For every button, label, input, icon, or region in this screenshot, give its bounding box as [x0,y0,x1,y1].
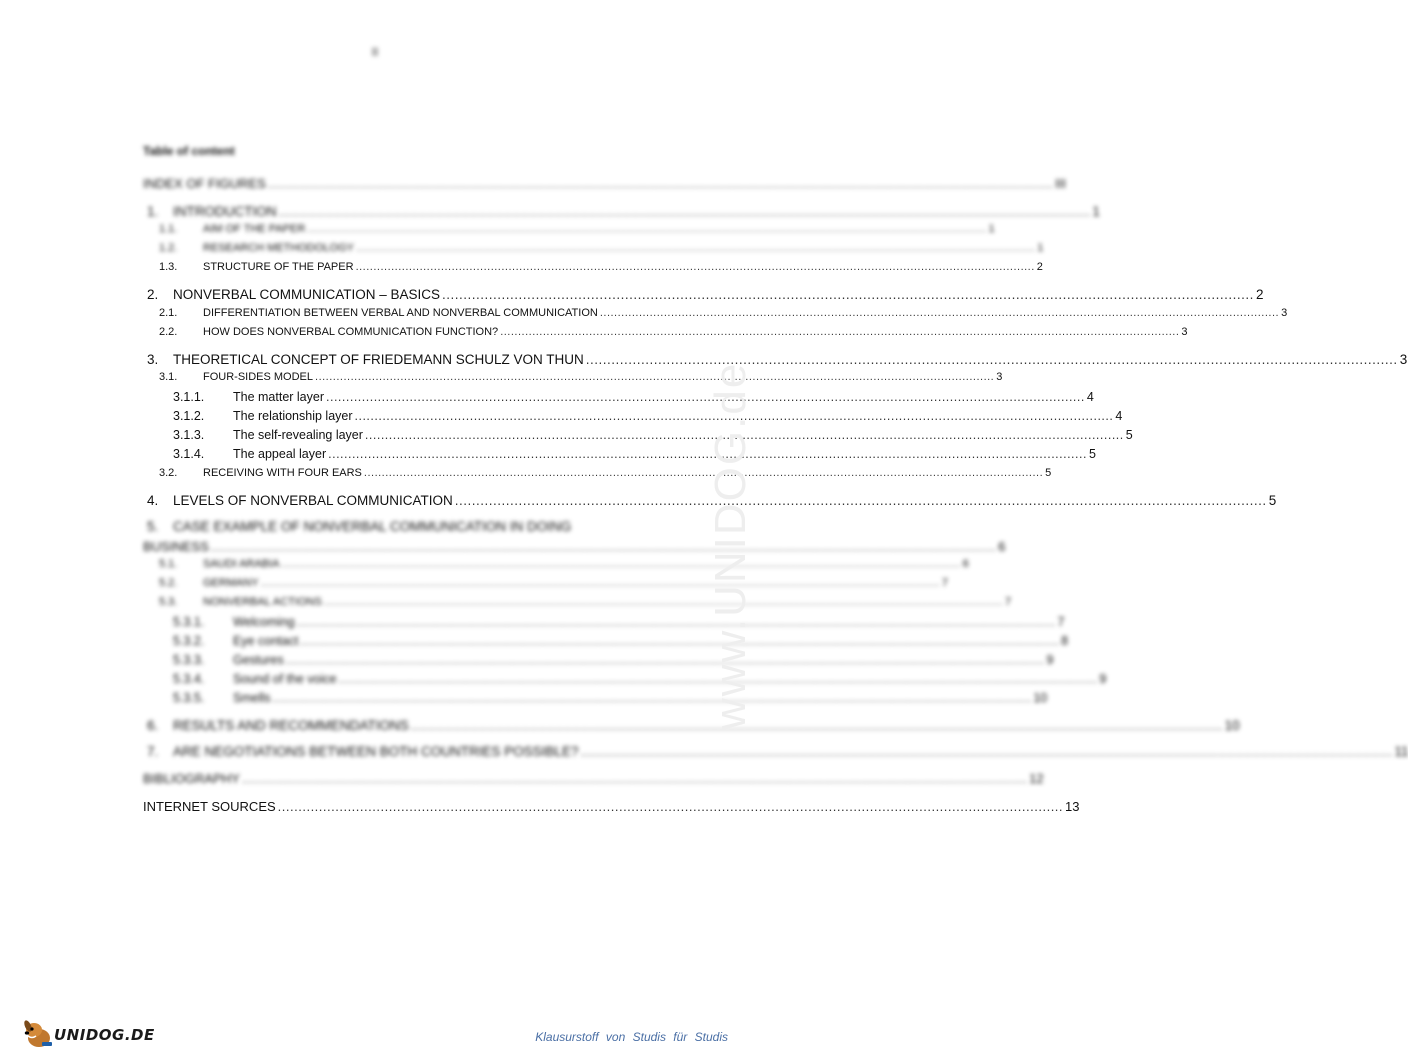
toc-entry-title: GERMANY [203,577,259,589]
toc-entry [143,326,1188,338]
toc-entry-title: SAUDI ARABIA [203,558,280,570]
toc-leader-dots [300,634,1059,648]
toc-entry-number: 3.1.4. [173,447,205,461]
toc-entry-title: THEORETICAL CONCEPT OF FRIEDEMANN SCHULZ VON THUN [173,352,584,367]
toc-entry-number: 7. [147,744,159,759]
toc-entry-title: The relationship layer [233,409,353,423]
toc-entry-page: 2 [1255,287,1264,302]
toc-leader-dots [455,493,1267,508]
toc-leader-dots [411,718,1223,733]
toc-entry [143,771,1044,786]
toc-leader-dots [442,287,1254,302]
toc-entry-number: 6. [147,718,159,733]
toc-leader-dots [500,326,1179,338]
toc-entry-title: NONVERBAL COMMUNICATION – BASICS [173,287,441,302]
toc-entry-title: RECEIVING WITH FOUR EARS [203,467,362,479]
toc-entry-number: 1.1. [159,223,178,235]
toc-entry-page: 7 [1005,596,1012,608]
toc-entry [143,596,1012,608]
toc-entry-page: 3 [1181,326,1188,338]
toc-leader-dots [297,615,1056,629]
logo-text: UNIDOG.DE [54,1026,155,1044]
toc-entry-page: 1 [1092,204,1100,219]
toc-leader-dots [307,223,986,235]
toc-entry-number: 3.1.3. [173,428,205,442]
toc-entry-title: HOW DOES NONVERBAL COMMUNICATION FUNCTION? [203,326,499,338]
toc-entry [143,261,1043,273]
toc-entry-title: Eye contact [233,634,299,648]
toc-leader-dots [242,771,1027,786]
toc-entry-page: 9 [1099,672,1107,686]
toc-entry-page: 1 [988,223,995,235]
toc-entry-title: INTERNET SOURCES [143,799,276,814]
toc-entry-title: Welcoming [233,615,295,629]
toc-entry-page: 3 [1281,307,1288,319]
toc-entry-number: 3. [147,352,159,367]
toc-entry-title: LEVELS OF NONVERBAL COMMUNICATION [173,493,453,508]
toc-entry [143,352,1408,367]
toc-entry-number: 2.2. [159,326,178,338]
toc-entry-number: 3.2. [159,467,178,479]
toc-entry-number: 5.1. [159,558,178,570]
toc-entry [143,176,1066,191]
toc-entry-page: 5 [1088,447,1096,461]
toc-leader-dots [281,558,960,570]
toc-entry-title: Gestures [233,653,284,667]
toc-entry [143,718,1240,733]
toc-entry-number: 3.1.1. [173,390,205,404]
toc-entry-number: 5. [147,519,159,534]
toc-entry-number: 3.1.2. [173,409,205,423]
toc-entry-title: CASE EXAMPLE OF NONVERBAL COMMUNICATION IN DOING [173,519,572,534]
toc-entry-title: BIBLIOGRAPHY [143,771,240,786]
toc-entry-page: 4 [1086,390,1094,404]
toc-leader-dots [261,577,940,589]
toc-entry [143,428,1133,442]
toc-entry-page: 1 [1037,242,1044,254]
toc-entry-number: 3.1. [159,371,178,383]
toc-entry [143,634,1069,648]
toc-entry [143,577,948,589]
toc-entry-title: DIFFERENTIATION BETWEEN VERBAL AND NONVERBAL COMMUNICATION [203,307,598,319]
toc-entry [143,467,1052,479]
toc-entry-title: NONVERBAL ACTIONS [203,596,322,608]
watermark: www.UNIDOG.de [706,361,755,730]
toc-entry [143,653,1054,667]
toc-entry [143,409,1123,423]
toc-entry-title: Sound of the voice [233,672,337,686]
toc-entry-number: 1. [147,204,159,219]
toc-entry [143,744,1408,759]
toc-entry-page: 5 [1045,467,1052,479]
toc-entry-page: 7 [1057,615,1065,629]
toc-entry-page: 3 [996,371,1003,383]
toc-leader-dots [324,596,1003,608]
toc-entry-page: 11 [1394,744,1408,759]
toc-leader-dots [581,744,1393,759]
toc-entry [143,558,969,570]
toc-entry-page: 7 [941,577,948,589]
toc-entry-number: 5.2. [159,577,178,589]
toc-entry-page: III [1055,176,1066,191]
toc-entry [143,242,1044,254]
toc-entry [143,519,678,534]
toc-entry-page: 3 [1399,352,1408,367]
toc-entry-page: 10 [1033,691,1048,705]
toc-entry-number: 2. [147,287,159,302]
toc-entry-page: 9 [1046,653,1054,667]
toc-leader-dots [356,242,1035,254]
toc-entry-title: FOUR-SIDES MODEL [203,371,314,383]
toc-entry-title: INTRODUCTION [173,204,277,219]
toc-entry-number: 2.1. [159,307,178,319]
toc-leader-dots [286,653,1045,667]
toc-leader-dots [600,307,1279,319]
toc-entry-page: 8 [1061,634,1069,648]
toc-entry [143,287,1264,302]
toc-title: Table of content [143,144,235,158]
toc-entry [143,307,1288,319]
unidog-logo [22,1010,155,1050]
toc-entry-title: ARE NEGOTIATIONS BETWEEN BOTH COUNTRIES POSSIBLE? [173,744,579,759]
toc-entry-title: AIM OF THE PAPER [203,223,306,235]
toc-entry-title: The appeal layer [233,447,327,461]
toc-entry-title: The self-revealing layer [233,428,363,442]
toc-entry-page: 4 [1115,409,1123,423]
toc-leader-dots [364,467,1043,479]
toc-entry-title: The matter layer [233,390,325,404]
toc-leader-dots [278,799,1063,814]
toc-entry-title: RESULTS AND RECOMMENDATIONS [173,718,409,733]
toc-entry-title: INDEX OF FIGURES [143,176,266,191]
toc-entry-number: 5.3.5. [173,691,205,705]
toc-entry-page: 5 [1268,493,1277,508]
toc-leader-dots [273,691,1032,705]
toc-entry-number: 5.3. [159,596,178,608]
toc-entry-number: 4. [147,493,159,508]
toc-entry-number: 5.3.4. [173,672,205,686]
toc-entry-page: 12 [1029,771,1044,786]
toc-entry-number: 1.2. [159,242,178,254]
toc-entry [143,799,1080,814]
toc-entry-title: RESEARCH METHODOLOGY [203,242,354,254]
toc-leader-dots [356,261,1035,273]
toc-entry-number: 5.3.3. [173,653,205,667]
toc-entry-number: 1.3. [159,261,178,273]
page-number: II [371,45,379,59]
toc-entry [143,691,1048,705]
toc-leader-dots [211,539,996,554]
toc-entry-title: BUSINESS [143,539,209,554]
toc-entry [143,223,995,235]
toc-entry [143,493,1277,508]
toc-entry-title: Smells [233,691,271,705]
toc-leader-dots [279,204,1091,219]
toc-entry-number: 5.3.1. [173,615,205,629]
dog-icon [22,1016,56,1050]
toc-entry-page: 6 [962,558,969,570]
toc-entry [143,539,1006,554]
toc-entry-number: 5.3.2. [173,634,205,648]
toc-entry-page: 5 [1125,428,1133,442]
toc-entry [143,204,1100,219]
toc-entry [143,371,1003,383]
tagline: Klausurstoff von Studis für Studis [535,1030,728,1044]
toc-leader-dots [315,371,994,383]
toc-entry-page: 10 [1224,718,1240,733]
toc-entry [143,672,1107,686]
toc-entry-page: 13 [1065,799,1080,814]
toc-entry-page: 2 [1036,261,1043,273]
toc-entry [143,390,1094,404]
toc-leader-dots [268,176,1053,191]
toc-entry [143,447,1096,461]
toc-entry-page: 6 [998,539,1006,554]
toc-entry-title: STRUCTURE OF THE PAPER [203,261,354,273]
toc-entry [143,615,1065,629]
